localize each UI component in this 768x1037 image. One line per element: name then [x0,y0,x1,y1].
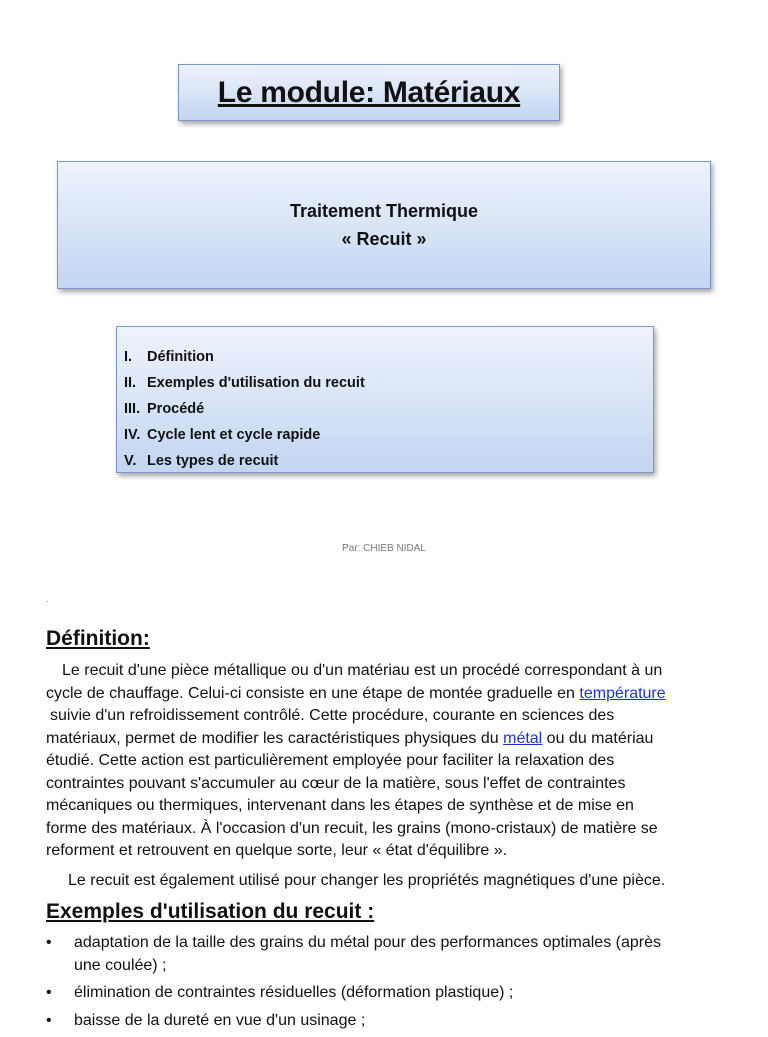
temperature-link[interactable]: température [579,684,666,702]
bullet-icon: • [46,934,52,951]
toc-number: I. [124,349,133,365]
toc-label: Cycle lent et cycle rapide [147,427,321,443]
toc-number: III. [124,401,141,417]
definition-heading: Définition: [46,627,150,650]
toc-label: Procédé [147,401,205,417]
definition-line: reforment et retrouvent en quelque sorte, leur « état d'équilibre ». [46,842,508,859]
toc-number: II. [124,375,137,391]
subtitle-box [57,161,711,289]
list-item: • adaptation de la taille des grains du métal pour des performances optimales (après une coulée) ; [46,934,661,974]
subtitle-line-2: « Recuit » [341,229,427,249]
bullet-icon: • [46,984,52,1001]
definition-line: Le recuit d'une pièce métallique ou d'un matériau est un procédé correspondant à un [62,662,663,679]
list-item: • élimination de contraintes résiduelles (déformation plastique) ; [46,982,726,1005]
toc-number: IV. [124,427,141,443]
definition-line: étudié. Cette action est particulièrement employée pour faciliter la relaxation des [46,752,615,769]
definition-line: forme des matériaux. À l'occasion d'un recuit, les grains (mono-cristaux) de matière se [46,819,658,837]
table-of-contents [116,326,654,473]
toc-label: Définition [147,349,214,365]
definition-line: contraintes pouvant s'accumuler au cœur de la matière, sous l'effet de contraintes [46,774,626,792]
toc-label: Exemples d'utilisation du recuit [147,375,365,391]
toc-label: Les types de recuit [147,453,279,469]
toc-item-examples [124,370,653,396]
stray-mark: . [46,594,49,605]
toc-item-cycle [124,422,653,448]
magnetic-line: Le recuit est également utilisé pour changer les propriétés magnétiques d'une pièce. [68,872,666,889]
bullet-icon: • [46,1011,52,1029]
definition-line: cycle de chauffage. Celui-ci consiste en une étape de montée graduelle en température [46,684,666,702]
author-credit: Par: CHIEB NIDAL [342,543,426,554]
definition-line: mécaniques ou thermiques, intervenant dans les étapes de synthèse et de mise en [46,797,634,814]
toc-number: V. [124,453,137,469]
list-item: • baisse de la dureté en vue d'un usinage ; [46,1010,726,1033]
examples-heading: Exemples d'utilisation du recuit : [46,900,375,923]
magnetic-paragraph [46,870,726,893]
toc-item-definition [124,344,653,370]
definition-line: matériaux, permet de modifier les caractéristiques physiques du métal ou du matériau [46,729,654,747]
definition-line: suivie d'un refroidissement contrôlé. Cette procédure, courante en sciences des [50,707,615,724]
module-title: Le module: Matériaux [217,75,521,109]
subtitle-line-1: Traitement Thermique [289,201,479,221]
toc-item-procede [124,396,653,422]
examples-list [46,932,726,1037]
toc-item-types [124,448,653,474]
definition-paragraph [46,660,726,863]
metal-link[interactable]: métal [503,729,543,747]
title-box [178,64,560,121]
